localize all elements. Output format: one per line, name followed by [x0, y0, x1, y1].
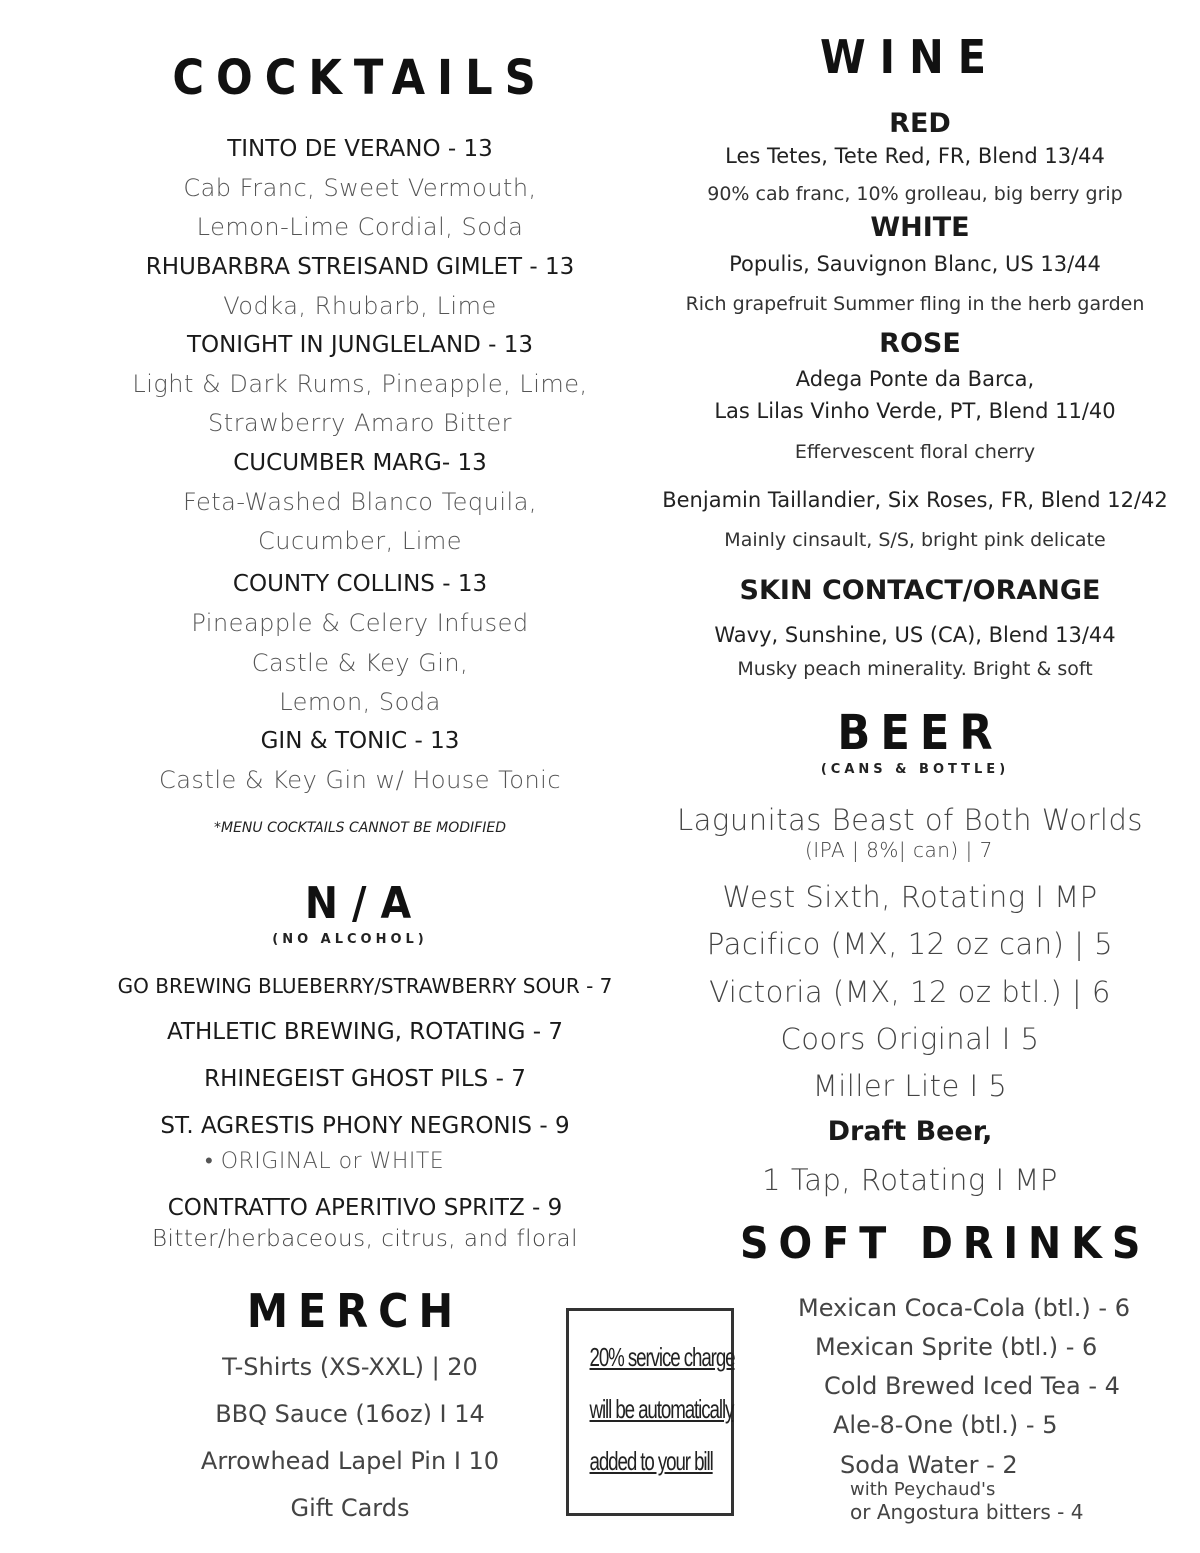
wine-rose-heading: ROSE: [879, 328, 961, 359]
cocktail-desc: Feta-Washed Blanco Tequila,: [182, 488, 538, 516]
cocktail-desc: Vodka, Rhubarb, Lime: [223, 292, 497, 320]
beer-item: Coors Original I 5: [780, 1022, 1040, 1056]
soft-drink-item: Mexican Coca-Cola (btl.) - 6: [798, 1294, 1130, 1322]
na-item: ST. AGRESTIS PHONY NEGRONIS - 9: [160, 1113, 570, 1139]
soft-drink-item-detail: with Peychaud's: [850, 1479, 996, 1500]
wine-red-heading: RED: [889, 108, 951, 139]
soft-drink-item: Soda Water - 2: [840, 1451, 1018, 1479]
na-item: CONTRATTO APERITIVO SPRITZ - 9: [167, 1195, 563, 1221]
wine-note: Effervescent floral cherry: [794, 441, 1036, 463]
cocktail-desc: Cucumber, Lime: [257, 527, 463, 555]
wine-note: Musky peach minerality. Bright & soft: [737, 658, 1093, 680]
soft-drink-item-detail: or Angostura bitters - 4: [850, 1500, 1084, 1524]
cocktail-name: CUCUMBER MARG- 13: [233, 450, 487, 476]
merch-item: BBQ Sauce (16oz) I 14: [215, 1400, 485, 1428]
wine-white-heading: WHITE: [870, 212, 970, 243]
na-item-option: • ORIGINAL or WHITE: [205, 1149, 445, 1174]
wine-note: 90% cab franc, 10% grolleau, big berry grip: [707, 183, 1123, 205]
merch-item: Gift Cards: [290, 1494, 410, 1522]
beer-item-detail: (IPA | 8%| can) | 7: [805, 838, 993, 862]
cocktail-desc: Lemon-Lime Cordial, Soda: [196, 213, 524, 241]
merch-heading: MERCH: [246, 1284, 464, 1338]
beer-item: Miller Lite I 5: [812, 1069, 1008, 1103]
cocktail-name: TINTO DE VERANO - 13: [227, 136, 493, 162]
na-item-desc: Bitter/herbaceous, citrus, and floral: [151, 1226, 579, 1252]
cocktail-desc: Cab Franc, Sweet Vermouth,: [183, 174, 537, 202]
beer-subheading: (CANS & BOTTLE): [820, 762, 1010, 777]
wine-line: Les Tetes, Tete Red, FR, Blend 13/44: [725, 144, 1105, 168]
wine-heading: WINE: [820, 30, 1000, 84]
cocktail-desc: Castle & Key Gin,: [251, 649, 469, 677]
na-item: ATHLETIC BREWING, ROTATING - 7: [166, 1019, 564, 1045]
cocktail-desc: Castle & Key Gin w/ House Tonic: [158, 766, 562, 794]
na-item: GO BREWING BLUEBERRY/STRAWBERRY SOUR - 7: [117, 974, 613, 998]
soft-drink-item: Ale-8-One (btl.) - 5: [833, 1411, 1058, 1439]
cocktails-note: *MENU COCKTAILS CANNOT BE MODIFIED: [214, 820, 506, 836]
wine-skin-heading: SKIN CONTACT/ORANGE: [739, 575, 1101, 606]
cocktail-desc: Strawberry Amaro Bitter: [208, 409, 512, 437]
service-charge-line: 20% service charge: [589, 1342, 735, 1372]
beer-item: 1 Tap, Rotating I MP: [762, 1163, 1058, 1197]
wine-note: Rich grapefruit Summer fling in the herb garden: [685, 293, 1145, 315]
cocktail-desc: Light & Dark Rums, Pineapple, Lime,: [132, 370, 588, 398]
cocktail-name: RHUBARBRA STREISAND GIMLET - 13: [145, 254, 575, 280]
cocktail-desc: Lemon, Soda: [279, 688, 441, 716]
cocktail-name: TONIGHT IN JUNGLELAND - 13: [186, 332, 534, 358]
wine-line: Wavy, Sunshine, US (CA), Blend 13/44: [714, 623, 1116, 647]
wine-note: Mainly cinsault, S/S, bright pink delicate: [724, 529, 1106, 551]
na-item: RHINEGEIST GHOST PILS - 7: [204, 1066, 526, 1092]
beer-item: West Sixth, Rotating I MP: [722, 880, 1098, 914]
beer-item: Victoria (MX, 12 oz btl.) | 6: [709, 975, 1111, 1009]
wine-line: Populis, Sauvignon Blanc, US 13/44: [729, 252, 1101, 276]
na-heading: N/A: [304, 878, 426, 929]
beer-item: Lagunitas Beast of Both Worlds: [676, 803, 1143, 837]
service-charge-line: will be automatically: [589, 1394, 734, 1424]
merch-item: T-Shirts (XS-XXL) | 20: [222, 1353, 478, 1381]
cocktail-name: GIN & TONIC - 13: [260, 728, 460, 754]
wine-line: Las Lilas Vinho Verde, PT, Blend 11/40: [714, 399, 1116, 423]
beer-heading: BEER: [837, 705, 1003, 761]
draft-beer-heading: Draft Beer,: [827, 1116, 993, 1147]
service-charge-line: added to your bill: [589, 1446, 713, 1476]
merch-item: Arrowhead Lapel Pin I 10: [200, 1447, 500, 1475]
wine-line: Benjamin Taillandier, Six Roses, FR, Blend 12/42: [662, 488, 1168, 512]
cocktail-desc: Pineapple & Celery Infused: [191, 609, 529, 637]
wine-line: Adega Ponte da Barca,: [795, 367, 1035, 391]
cocktails-heading: COCKTAILS: [172, 50, 548, 106]
soft-drink-item: Cold Brewed Iced Tea - 4: [824, 1372, 1120, 1400]
na-subheading: (NO ALCOHOL): [272, 932, 428, 947]
soft-drinks-heading: SOFT DRINKS: [740, 1218, 1151, 1269]
cocktail-name: COUNTY COLLINS - 13: [232, 571, 488, 597]
soft-drink-item: Mexican Sprite (btl.) - 6: [815, 1333, 1098, 1361]
beer-item: Pacifico (MX, 12 oz can) | 5: [706, 927, 1114, 961]
